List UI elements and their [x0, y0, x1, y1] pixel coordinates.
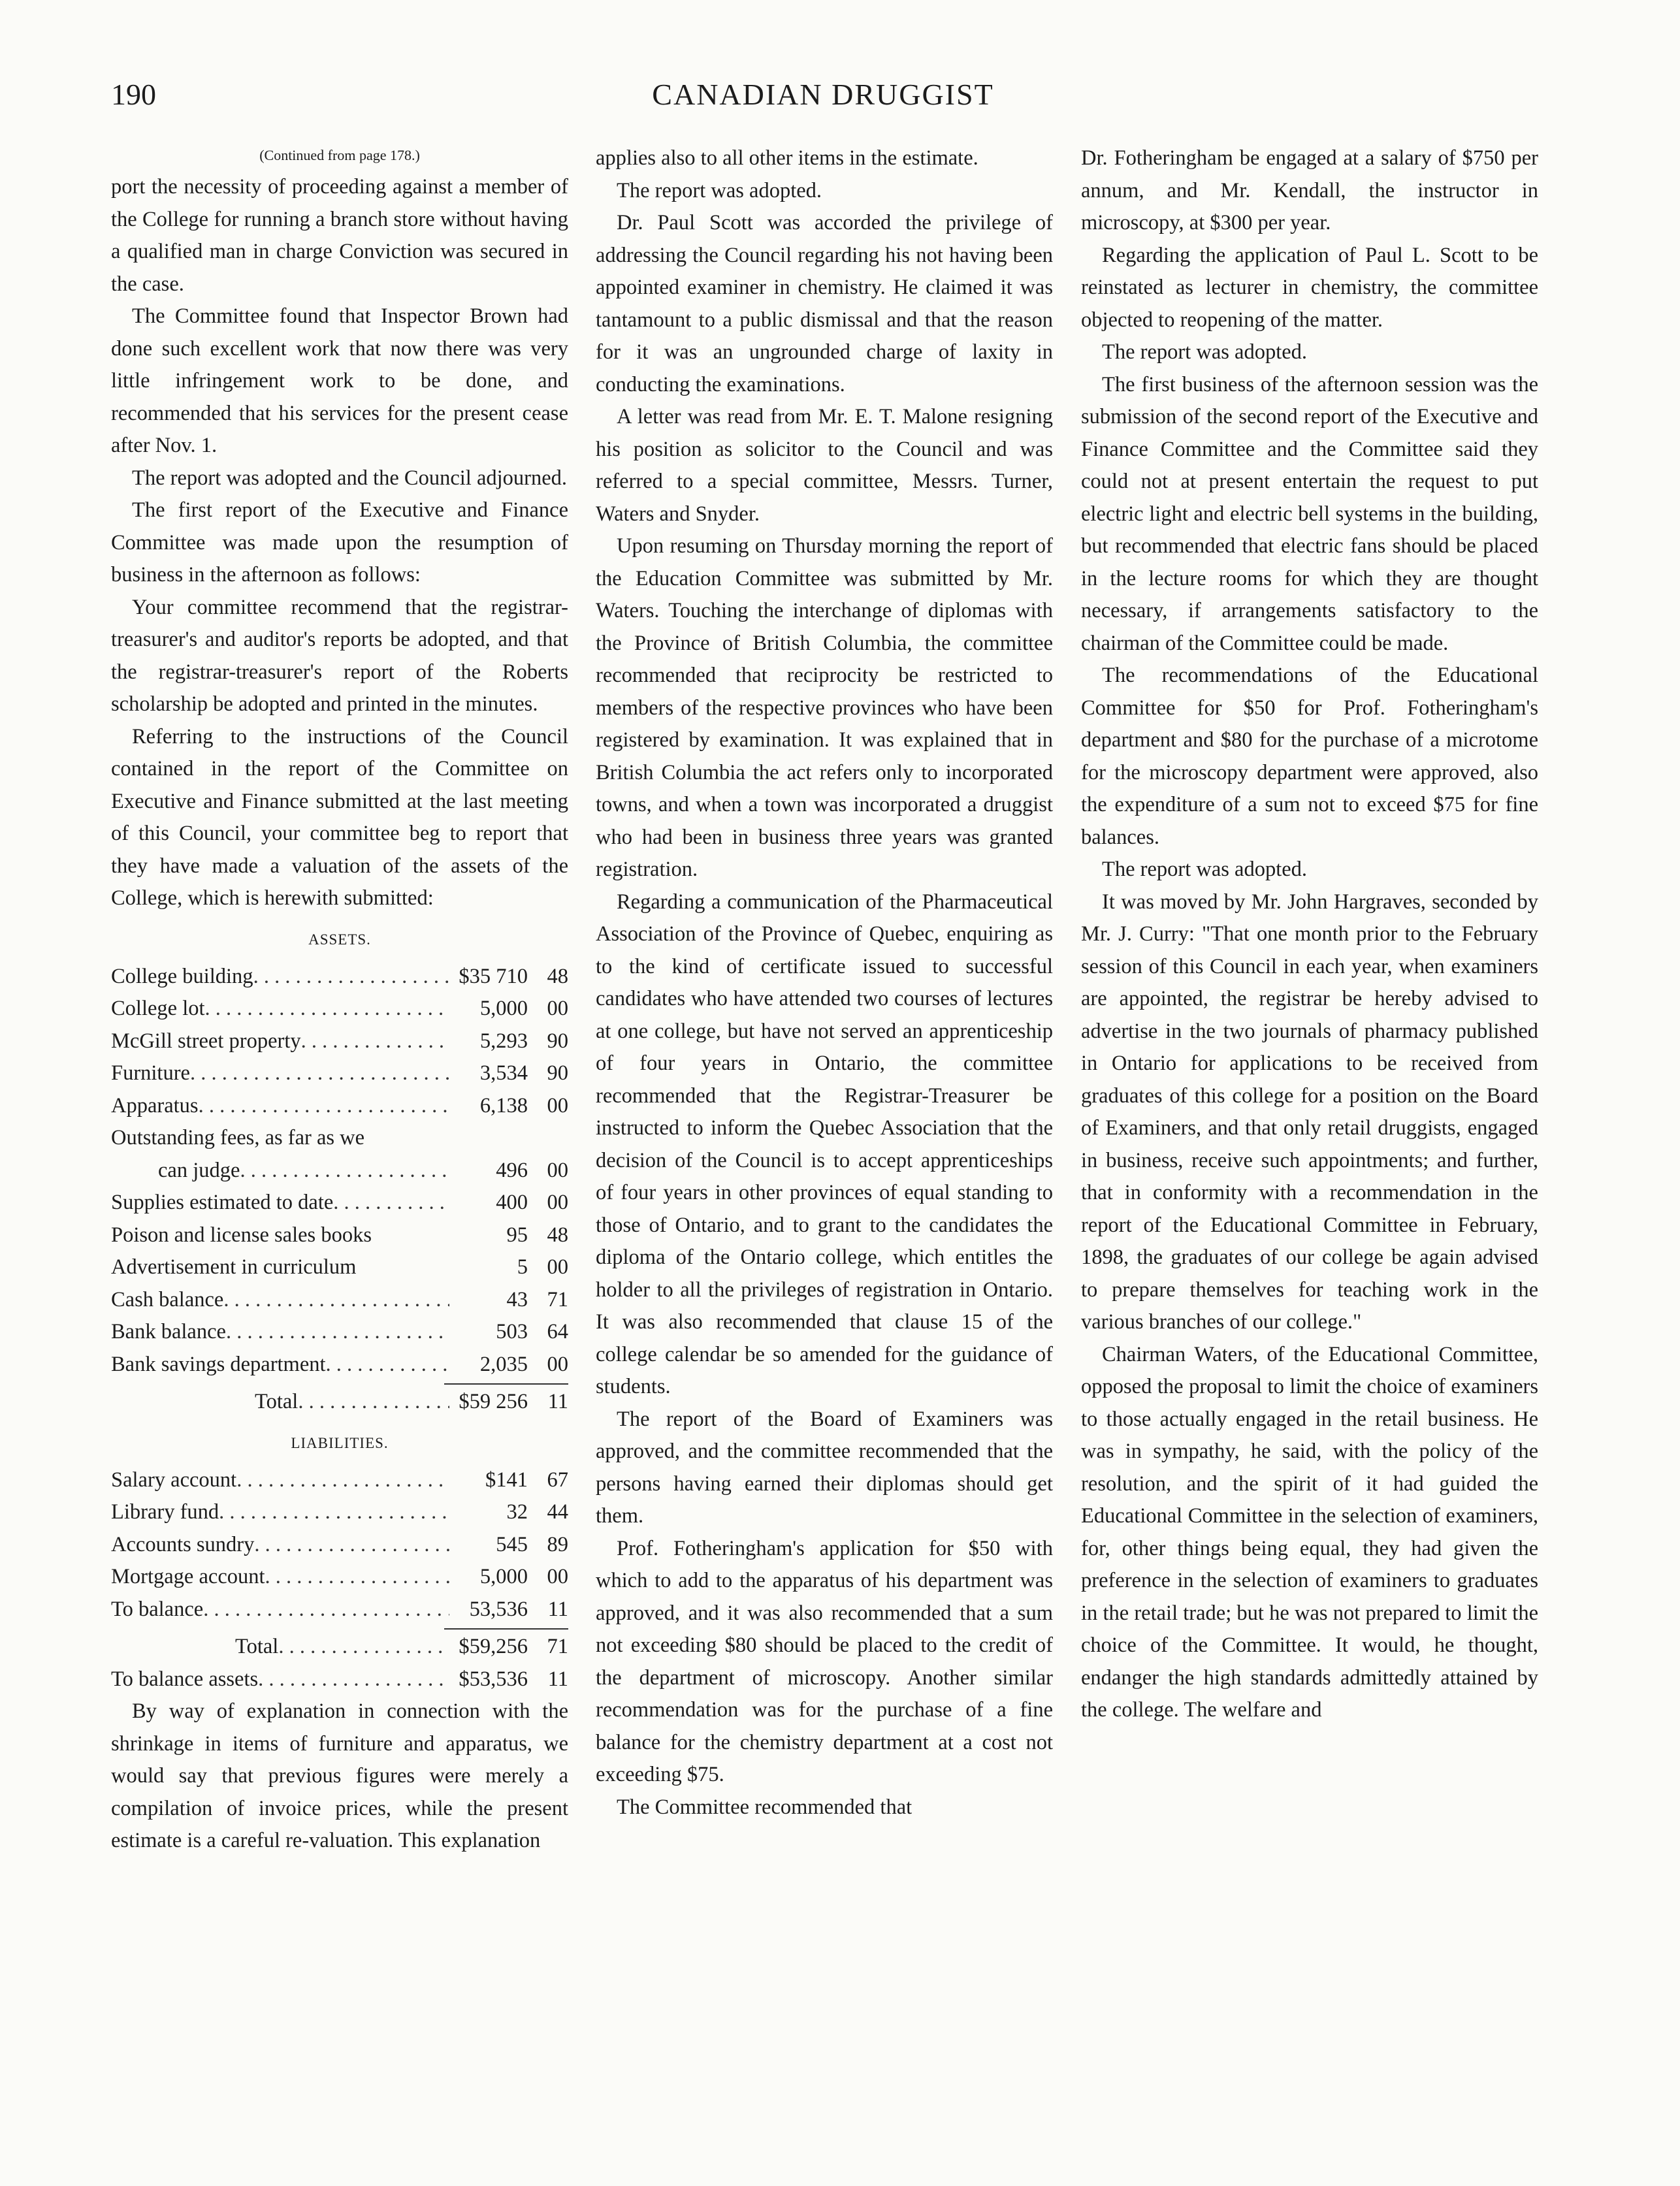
leader-dots	[265, 1561, 449, 1594]
ledger-dollars: $35 710	[459, 964, 528, 988]
leader-dots	[205, 993, 449, 1025]
ledger-dollars: $59,256	[459, 1635, 528, 1658]
leader-dots	[258, 1664, 449, 1696]
ledger-row	[111, 1155, 568, 1187]
ledger-item: Apparatus	[111, 1093, 199, 1117]
paragraph: The report was adopted.	[617, 178, 822, 202]
paragraph: Prof. Fotheringham's application for $50 with which to add to the apparatus of his department was approved, and it was also recommended that a sum not exceeding $80 should be placed to the credit of the department of microscopy. Another similar recommendation was for the purchase of a fine balance for the chemistry department at a cost not exceeding $75.	[596, 1536, 1053, 1786]
column-1	[111, 142, 568, 1857]
paragraph: The Committee recommended that	[617, 1795, 913, 1819]
page-title: CANADIAN DRUGGIST	[652, 78, 994, 111]
paragraph: The report was adopted.	[1102, 340, 1308, 364]
paragraph: Chairman Waters, of the Educational Committee, opposed the proposal to limit the choice of examiners to those actually engaged in the retail business. He was in sympathy, he said, with the policy of the resolution, and the spirit of it had guided the Educational Committee in the selection of examiners, for, other things being equal, they had given the preference in the selection of examiners to graduates in the retail trade; but he was not prepared to limit the choice of the Committee. It would, he thought, endanger the high standards admittedly attained by the college. The welfare and	[1081, 1342, 1538, 1722]
balance-assets-row	[111, 1664, 568, 1696]
ledger-item: To balance assets	[111, 1667, 259, 1691]
ledger-cents: 11	[547, 1667, 568, 1691]
ledger-row	[111, 1496, 568, 1529]
leader-dots	[236, 1464, 449, 1497]
ledger-cents: 00	[547, 1191, 568, 1214]
paragraph: The first report of the Executive and Finance Committee was made upon the resumption of business in the afternoon as follows:	[111, 498, 568, 587]
page-number: 190	[111, 78, 156, 111]
ledger-cents: 89	[547, 1532, 568, 1556]
ledger-dollars: 3,534	[479, 1061, 528, 1085]
ledger-row	[111, 1316, 568, 1349]
ledger-row	[111, 1529, 568, 1562]
paragraph: A letter was read from Mr. E. T. Malone resigning his position as solicitor to the Council and was referred to a special committee, Messrs. Turner, Waters and Snyder.	[596, 405, 1053, 526]
ledger-item: Cash balance	[111, 1287, 224, 1311]
ledger-row	[111, 1122, 568, 1155]
ledger-dollars: 5	[517, 1255, 528, 1279]
sum-rule	[444, 1628, 568, 1630]
page-header	[111, 77, 1535, 123]
paragraph: The report of the Board of Examiners was approved, and the committee recommended that the persons having earned their diplomas should get them.	[596, 1407, 1053, 1528]
leader-dots	[203, 1594, 449, 1626]
ledger-dollars: 5,000	[479, 1565, 528, 1588]
ledger-item: can judge	[158, 1158, 240, 1182]
leader-dots	[226, 1316, 449, 1349]
ledger-row	[111, 1251, 568, 1284]
leader-dots	[240, 1155, 449, 1187]
liabilities-total-row	[111, 1631, 568, 1664]
leader-dots	[254, 1529, 449, 1562]
ledger-dollars: 95	[506, 1223, 528, 1247]
leader-dots	[253, 961, 449, 993]
paragraph: The first business of the afternoon session was the submission of the second report of the Executive and Finance Committee and the Committee said they could not at present entertain the request to put electric light and electric bell systems in the building, but recommended that electric fans should be placed in the lecture rooms for which they are thought necessary, if arrangements satisfactory to the chairman of the Committee could be made.	[1081, 372, 1538, 655]
paragraph: The recommendations of the Educational Committee for $50 for Prof. Fotheringham's department and $80 for the purchase of a microtome for the microscopy department were approved, also the expenditure of a sum not to exceed $75 for fine balances.	[1081, 664, 1538, 849]
ledger-dollars: 5,293	[479, 1029, 528, 1053]
leader-dots	[219, 1496, 449, 1529]
ledger-item: Total	[235, 1635, 279, 1658]
ledger-dollars: 43	[506, 1287, 528, 1311]
ledger-row	[111, 1284, 568, 1317]
ledger-dollars: 2,035	[479, 1352, 528, 1376]
sum-rule	[444, 1383, 568, 1385]
leader-dots	[278, 1631, 449, 1664]
ledger-row	[111, 1057, 568, 1090]
paragraph: Your committee recommend that the registrar-treasurer's and auditor's reports be adopted, and that the registrar-treasurer's report of the Roberts scholarship be adopted and printed in the minutes.	[111, 595, 568, 716]
ledger-item: College lot	[111, 997, 205, 1020]
ledger-dollars: 32	[506, 1500, 528, 1524]
column-3	[1081, 142, 1538, 1727]
ledger-row	[111, 1187, 568, 1219]
leader-dots	[301, 1025, 449, 1058]
leader-dots	[190, 1057, 449, 1090]
ledger-dollars: 503	[496, 1320, 528, 1343]
ledger-row	[111, 1025, 568, 1058]
paragraph: By way of explanation in connection with the shrinkage in items of furniture and apparatus, we would say that previous figures were merely a compilation of invoice prices, while the present estimate is a careful re-valuation. This explanation	[111, 1699, 568, 1852]
ledger-item: To balance	[111, 1597, 204, 1621]
ledger-dollars: $53,536	[459, 1667, 528, 1691]
ledger-dollars: 545	[496, 1532, 528, 1556]
paragraph: It was moved by Mr. John Hargraves, seconded by Mr. J. Curry: "That one month prior to the February session of this Council in each year, when examiners are appointed, the registrar be hereby advised to advertise in the two journals of pharmacy published in Ontario for applications to be received from graduates of this college for a position on the Board of Examiners, and that only retail druggists, engaged in business, receive such appointments; and further, that in conformity with a recommendation in the report of the Educational Committee in February, 1898, the graduates of our college be again advised to prepare themselves for teaching work in the various branches of our college."	[1081, 890, 1538, 1334]
ledger-dollars: 400	[496, 1191, 528, 1214]
column-2	[596, 142, 1053, 1824]
assets-table	[111, 961, 568, 1419]
ledger-row	[111, 993, 568, 1025]
ledger-dollars: 6,138	[479, 1093, 528, 1117]
ledger-cents: 48	[547, 1223, 568, 1247]
paragraph: The report was adopted and the Council adjourned.	[132, 466, 568, 490]
ledger-item: Total	[255, 1390, 299, 1413]
ledger-dollars: 53,536	[469, 1597, 528, 1621]
assets-total-row	[111, 1386, 568, 1419]
paragraph: The report was adopted.	[1102, 858, 1308, 881]
ledger-item: Accounts sundry	[111, 1532, 255, 1556]
leader-dots	[199, 1090, 449, 1123]
paragraph: applies also to all other items in the estimate.	[596, 146, 978, 170]
ledger-item: Supplies estimated to date	[111, 1191, 334, 1214]
ledger-item: Mortgage account	[111, 1565, 265, 1588]
paragraph: Regarding the application of Paul L. Scott to be reinstated as lecturer in chemistry, the committee objected to reopening of the matter.	[1081, 243, 1538, 332]
ledger-row	[111, 1464, 568, 1497]
leader-dots	[223, 1284, 449, 1317]
ledger-dollars: $59 256	[459, 1390, 528, 1413]
assets-heading: ASSETS.	[308, 931, 371, 948]
ledger-cents: 11	[547, 1390, 568, 1413]
ledger-cents: 44	[547, 1500, 568, 1524]
paragraph: Dr. Fotheringham be engaged at a salary of $750 per annum, and Mr. Kendall, the instructor in microscopy, at $300 per year.	[1081, 146, 1538, 234]
ledger-item: McGill street property	[111, 1029, 301, 1053]
ledger-cents: 67	[547, 1468, 568, 1492]
ledger-cents: 00	[547, 1255, 568, 1279]
ledger-item: Bank balance	[111, 1320, 226, 1343]
liabilities-table	[111, 1464, 568, 1696]
ledger-item: College building	[111, 964, 253, 988]
ledger-cents: 90	[547, 1061, 568, 1085]
leader-dots	[333, 1187, 449, 1219]
ledger-cents: 90	[547, 1029, 568, 1053]
ledger-item: Furniture	[111, 1061, 190, 1085]
ledger-item: Poison and license sales books	[111, 1223, 372, 1247]
ledger-row	[111, 1219, 568, 1252]
paragraph: The Committee found that Inspector Brown had done such excellent work that now there was very little infringement work to be done, and recommended that his services for the present cease after Nov. 1.	[111, 304, 568, 457]
ledger-item: Advertisement in curriculum	[111, 1255, 357, 1279]
paragraph: port the necessity of proceeding against a member of the College for running a branch store without having a qualified man in charge Conviction was secured in the case.	[111, 175, 568, 296]
ledger-dollars: 496	[496, 1158, 528, 1182]
ledger-cents: 48	[547, 964, 568, 988]
ledger-row	[111, 1561, 568, 1594]
ledger-cents: 00	[547, 997, 568, 1020]
ledger-row	[111, 1090, 568, 1123]
ledger-dollars: $141	[485, 1468, 528, 1492]
liabilities-heading: LIABILITIES.	[291, 1434, 389, 1451]
paragraph: Referring to the instructions of the Council contained in the report of the Committee on Executive and Finance submitted at the last meeting of this Council, your committee beg to report that they have made a valuation of the assets of the College, which is herewith submitted:	[111, 724, 568, 910]
ledger-dollars: 5,000	[479, 997, 528, 1020]
ledger-row	[111, 961, 568, 993]
ledger-cents: 11	[547, 1597, 568, 1621]
ledger-item: Salary account	[111, 1468, 237, 1492]
ledger-cents: 71	[547, 1635, 568, 1658]
leader-dots	[298, 1386, 449, 1419]
ledger-item: Outstanding fees, as far as we	[111, 1126, 365, 1149]
ledger-cents: 00	[547, 1352, 568, 1376]
ledger-cents: 71	[547, 1287, 568, 1311]
ledger-item: Library fund	[111, 1500, 219, 1524]
ledger-cents: 00	[547, 1093, 568, 1117]
paragraph: Upon resuming on Thursday morning the report of the Education Committee was submitted by Mr. Waters. Touching the interchange of diplomas with the Province of British Columbia, the committee recommended that reciprocity be restricted to members of the respective provinces who have been registered by examination. It was explained that in British Columbia the act refers only to incorporated towns, and when a town was incorporated a druggist who had been in business three years was granted registration.	[596, 534, 1053, 881]
ledger-item: Bank savings department	[111, 1352, 326, 1376]
paragraph: Regarding a communication of the Pharmaceutical Association of the Province of Quebec, enquiring as to the kind of certificate issued to successful candidates who have attended two courses of lectures at one college, but have not served an apprenticeship of four years in Ontario, the committee recommended that the Registrar-Treasurer be instructed to inform the Quebec Association that the decision of the Council is to accept apprenticeships of four years in other provinces of equal standing to those of Ontario, and to grant to the candidates the diploma of the Ontario college, which entitles the holder to all the privileges of registration in Ontario. It was also recommended that clause 15 of the college calendar be so amended for the guidance of students.	[596, 890, 1053, 1398]
ledger-cents: 64	[547, 1320, 568, 1343]
ledger-row	[111, 1349, 568, 1381]
continued-note: (Continued from page 178.)	[259, 147, 420, 163]
ledger-row	[111, 1594, 568, 1626]
ledger-cents: 00	[547, 1565, 568, 1588]
ledger-cents: 00	[547, 1158, 568, 1182]
paragraph: Dr. Paul Scott was accorded the privilege of addressing the Council regarding his not having been appointed examiner in chemistry. He claimed it was tantamount to a public dismissal and that the reason for it was an ungrounded charge of laxity in conducting the examinations.	[596, 211, 1053, 396]
leader-dots	[326, 1349, 449, 1381]
